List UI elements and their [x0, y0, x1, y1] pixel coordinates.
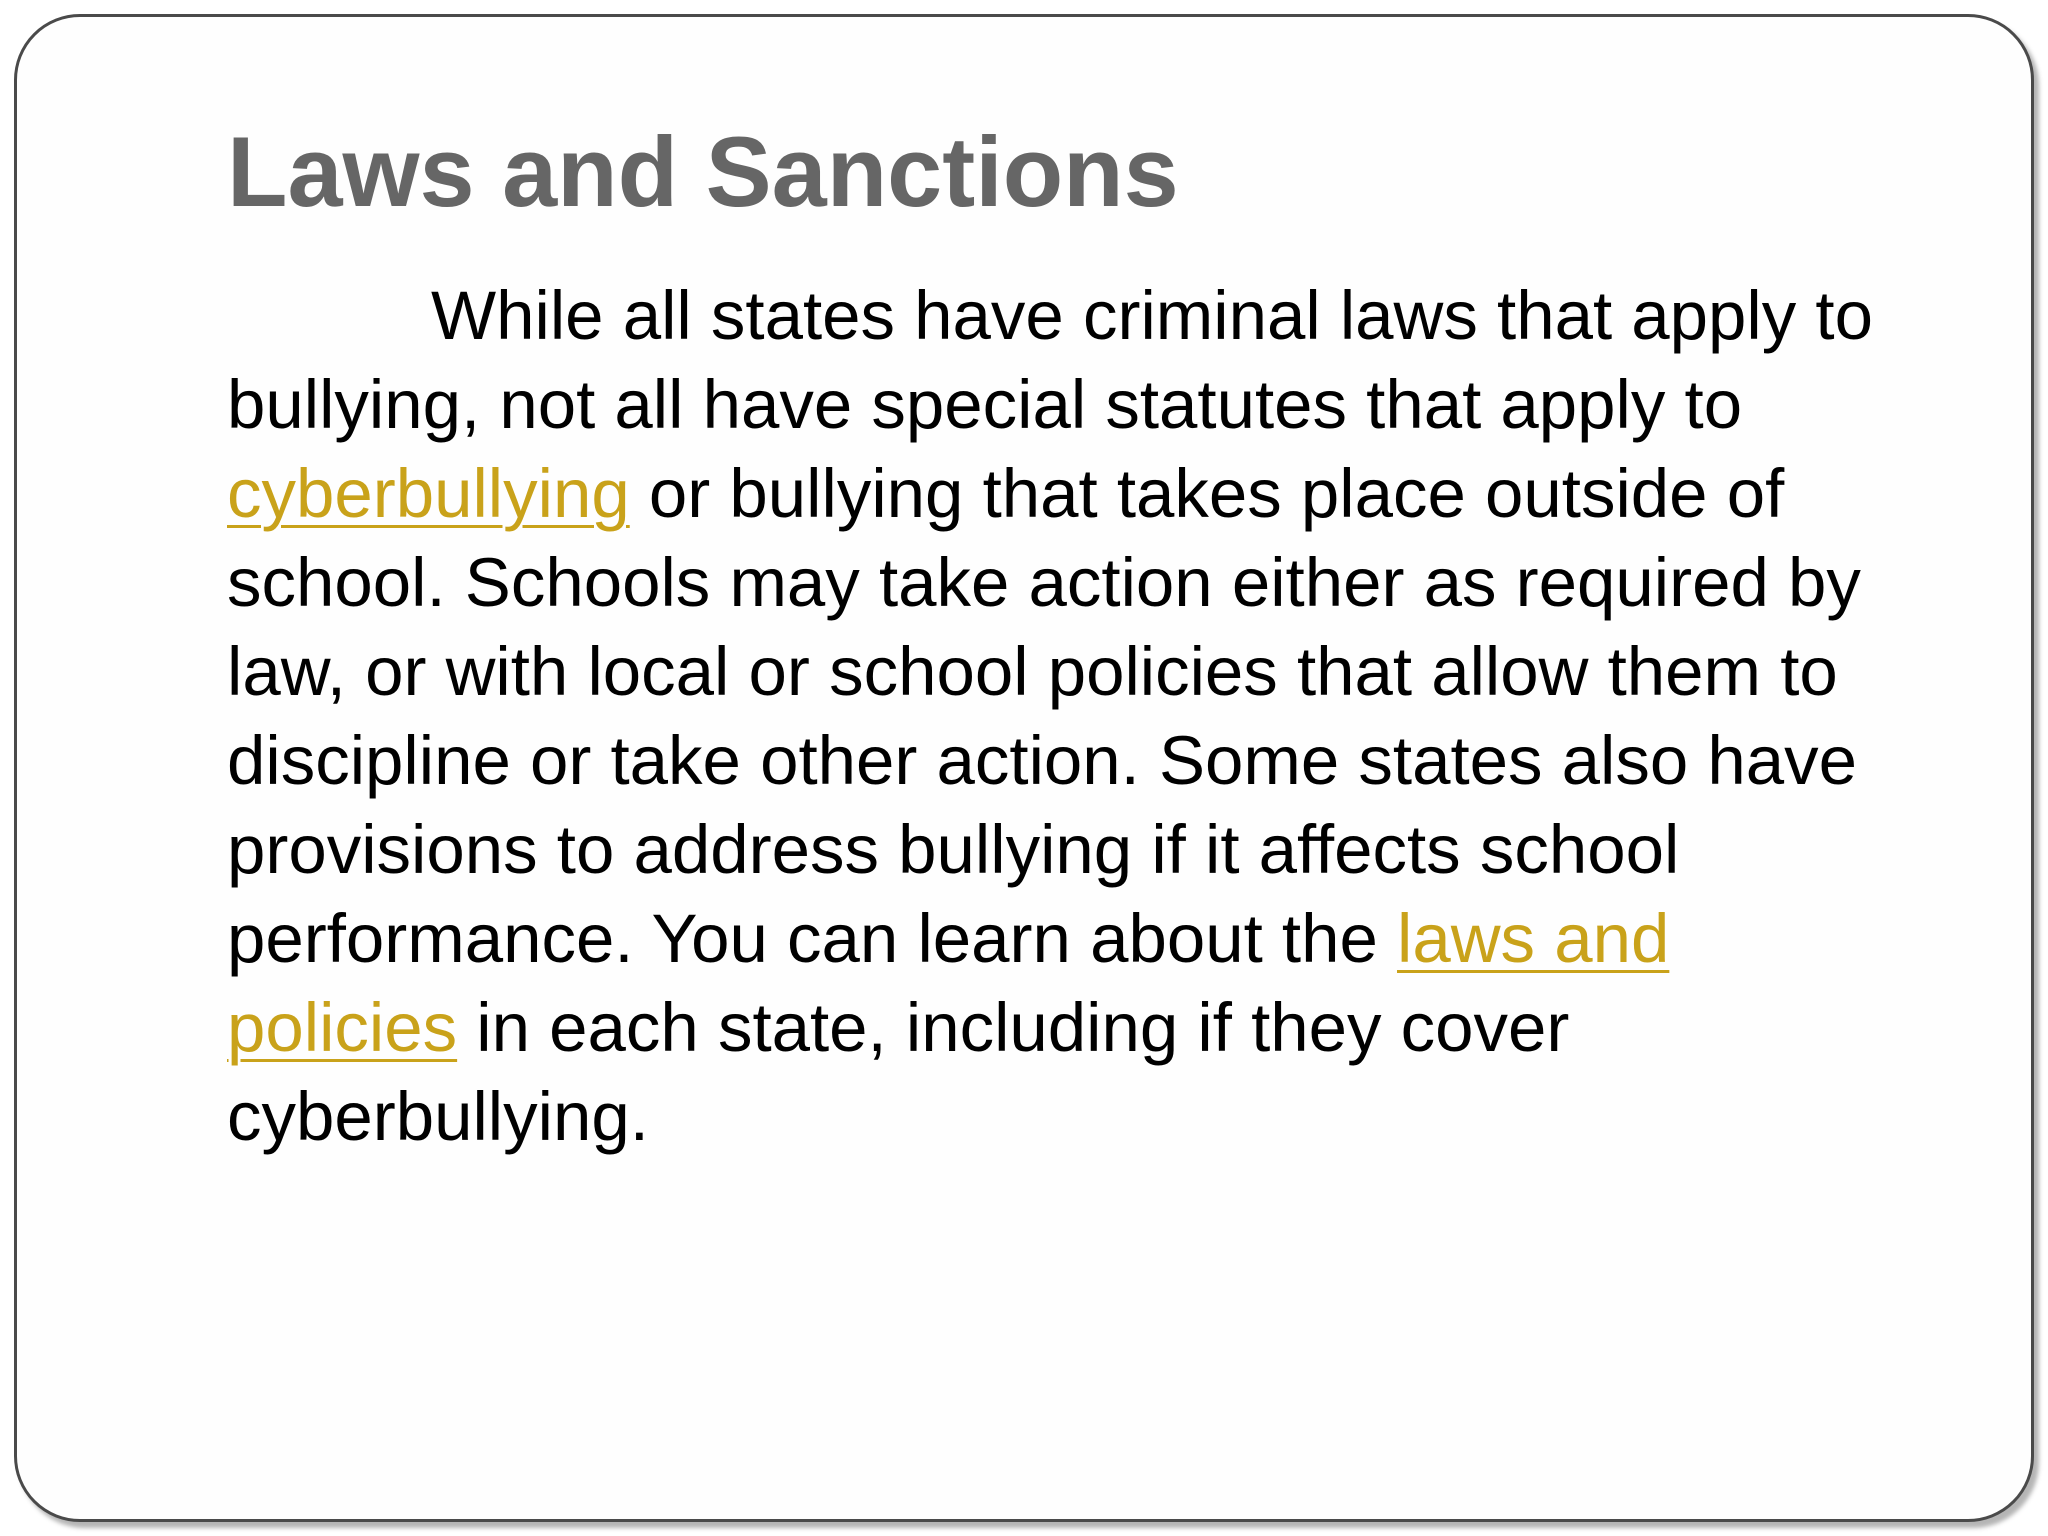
slide-body-text — [227, 271, 1917, 1161]
body-text-segment: in each state, including if they cover cyberbullying. — [227, 989, 1570, 1155]
body-text-segment: or bullying that takes place outside of school. Schools may take action either as required by law, or with local or school policies that allow them to discipline or take other action. Some states also have provisions to address bullying if it affects school performance. You can learn about the — [227, 455, 1861, 977]
laws-and-policies-link[interactable]: laws and policies — [227, 900, 1670, 1066]
body-text-segment: While all states have criminal laws that apply to bullying, not all have special statutes that apply to — [227, 277, 1873, 443]
slide-title: Laws and Sanctions — [227, 116, 1179, 227]
cyberbullying-link[interactable]: cyberbullying — [227, 455, 630, 532]
